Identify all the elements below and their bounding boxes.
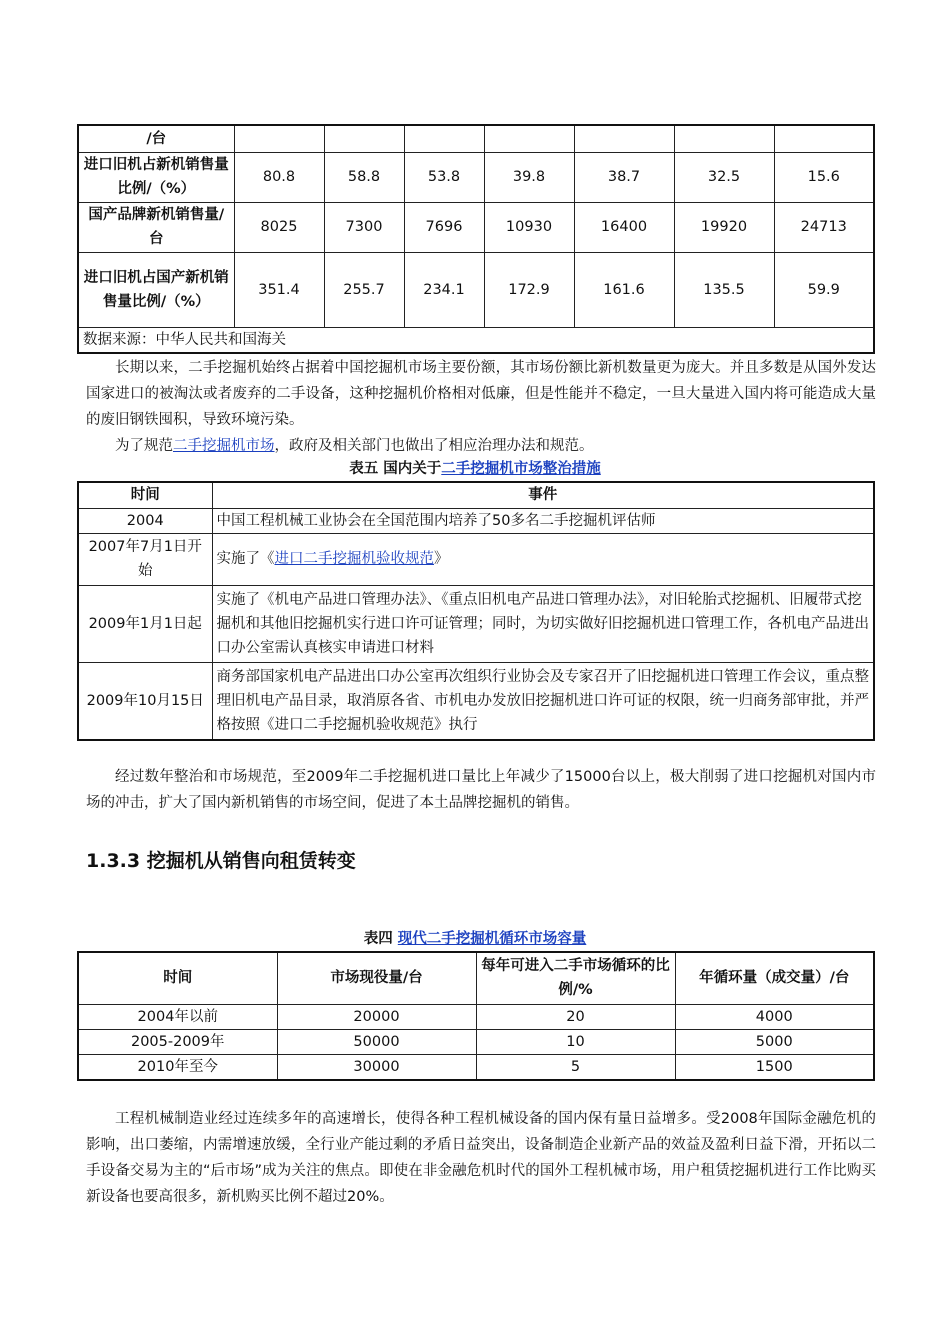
table-header-row (78, 482, 874, 508)
table-cell: 2009年10月15日 (78, 662, 212, 740)
table-cell: 351.4 (234, 252, 324, 327)
table-cell: 20 (476, 1004, 675, 1029)
table-cell: 39.8 (484, 152, 574, 202)
table-row (78, 152, 874, 202)
market-link[interactable]: 二手挖掘机市场 (173, 438, 275, 454)
table-cell: 2004 (78, 508, 212, 533)
caption-text: 表五 国内关于 (349, 461, 442, 477)
regulation-measures-table (77, 481, 875, 741)
table-row (78, 252, 874, 327)
table-cell: 59.9 (774, 252, 874, 327)
table-cell: 50000 (277, 1029, 476, 1054)
caption-link[interactable]: 现代二手挖掘机循环市场容量 (397, 931, 587, 947)
table-cell: 255.7 (324, 252, 404, 327)
table-cell: 7696 (404, 202, 484, 252)
table-cell: 161.6 (574, 252, 674, 327)
row-label: 国产品牌新机销售量/台 (78, 202, 234, 252)
table-cell: 10930 (484, 202, 574, 252)
table-cell: 4000 (675, 1004, 874, 1029)
table-cell: 中国工程机械工业协会在全国范围内培养了50多名二手挖掘机评估师 (212, 508, 874, 533)
paragraph: 长期以来，二手挖掘机始终占据着中国挖掘机市场主要份额，其市场份额比新机数量更为庞大。并且多数是从国外发达国家进口的被淘汰或者废弃的二手设备，这种挖掘机价格相对低廉，但是性能并不稳定，一旦大量进入国内将可能造成大量的废旧钢铁囤积，导致环境污染。 (86, 360, 876, 428)
table-row (78, 1029, 874, 1054)
table-cell: 234.1 (404, 252, 484, 327)
table-cell: 80.8 (234, 152, 324, 202)
column-header: 事件 (212, 482, 874, 508)
column-header: 时间 (78, 952, 277, 1004)
column-header: 年循环量（成交量）/台 (675, 952, 874, 1004)
column-header: 每年可进入二手市场循环的比例/% (476, 952, 675, 1004)
table-cell: 10 (476, 1029, 675, 1054)
table4-caption (0, 928, 950, 950)
table-row (78, 1054, 874, 1080)
table-cell: 15.6 (774, 152, 874, 202)
table-cell: 38.7 (574, 152, 674, 202)
table-cell (212, 533, 874, 585)
row-label: 进口旧机占国产新机销售量比例/（%） (78, 252, 234, 327)
row-label: 进口旧机占新机销售量比例/（%） (78, 152, 234, 202)
table-header-row (78, 952, 874, 1004)
cell-text: 实施了《 (216, 551, 275, 567)
column-header: 市场现役量/台 (277, 952, 476, 1004)
table-row (78, 508, 874, 533)
table-row (78, 662, 874, 740)
row-label-unit: /台 (78, 125, 234, 152)
cell-text: 》 (434, 551, 449, 567)
table-cell: 2007年7月1日开始 (78, 533, 212, 585)
table-row (78, 327, 874, 353)
table-row (78, 533, 874, 585)
table-cell: 19920 (674, 202, 774, 252)
import-ratio-table (77, 124, 875, 354)
table-cell: 135.5 (674, 252, 774, 327)
table-cell: 8025 (234, 202, 324, 252)
table-cell: 1500 (675, 1054, 874, 1080)
table-cell: 2004年以前 (78, 1004, 277, 1029)
table-cell: 16400 (574, 202, 674, 252)
paragraph: 经过数年整治和市场规范，至2009年二手挖掘机进口量比上年减少了15000台以上，极大削弱了进口挖掘机对国内市场的冲击，扩大了国内新机销售的市场空间，促进了本土品牌挖掘机的销售。 (86, 769, 876, 811)
table-cell: 2009年1月1日起 (78, 585, 212, 662)
table-row (78, 585, 874, 662)
table-cell: 24713 (774, 202, 874, 252)
market-capacity-table (77, 951, 875, 1081)
table-cell: 商务部国家机电产品进出口办公室再次组织行业协会及专家召开了旧挖掘机进口管理工作会议，重点整理旧机电产品目录，取消原各省、市机电办发放旧挖掘机进口许可证的权限，统一归商务部审批，并严格按照《进口二手挖掘机验收规范》执行 (212, 662, 874, 740)
table-cell: 30000 (277, 1054, 476, 1080)
table-cell: 2010年至今 (78, 1054, 277, 1080)
paragraph: 工程机械制造业经过连续多年的高速增长，使得各种工程机械设备的国内保有量日益增多。受2008年国际金融危机的影响，出口萎缩，内需增速放缓，全行业产能过剩的矛盾日益突出，设备制造企业新产品的效益及盈利日益下滑，开拓以二手设备交易为主的“后市场”成为关注的焦点。即使在非金融危机时代的国外工程机械市场，用户租赁挖掘机进行工作比购买新设备也要高很多，新机购买比例不超过20%。 (86, 1111, 876, 1205)
paragraph-text: ，政府及相关部门也做出了相应治理办法和规范。 (274, 438, 594, 454)
table-cell: 5 (476, 1054, 675, 1080)
table-cell: 5000 (675, 1029, 874, 1054)
table5-caption (0, 458, 950, 480)
table-row (78, 125, 874, 152)
paragraph-text: 为了规范 (115, 438, 173, 454)
table-cell: 172.9 (484, 252, 574, 327)
table-cell: 7300 (324, 202, 404, 252)
table-cell: 20000 (277, 1004, 476, 1029)
caption-text: 表四 (363, 931, 398, 947)
table-cell: 32.5 (674, 152, 774, 202)
table-cell: 53.8 (404, 152, 484, 202)
table-row (78, 202, 874, 252)
column-header: 时间 (78, 482, 212, 508)
table-cell: 实施了《机电产品进口管理办法》、《重点旧机电产品进口管理办法》，对旧轮胎式挖掘机、旧履带式挖掘机和其他旧挖掘机实行进口许可证管理；同时，为切实做好旧挖掘机进口管理工作，各机电产品进出口办公室需认真核实申请进口材料 (212, 585, 874, 662)
data-source-note: 数据来源：中华人民共和国海关 (78, 327, 874, 353)
caption-link[interactable]: 二手挖掘机市场整治措施 (441, 461, 601, 477)
table-row (78, 1004, 874, 1029)
section-heading: 1.3.3 挖掘机从销售向租赁转变 (86, 850, 356, 872)
paragraph (86, 433, 876, 459)
table-cell: 2005-2009年 (78, 1029, 277, 1054)
standard-link[interactable]: 进口二手挖掘机验收规范 (274, 551, 434, 567)
table-cell: 58.8 (324, 152, 404, 202)
